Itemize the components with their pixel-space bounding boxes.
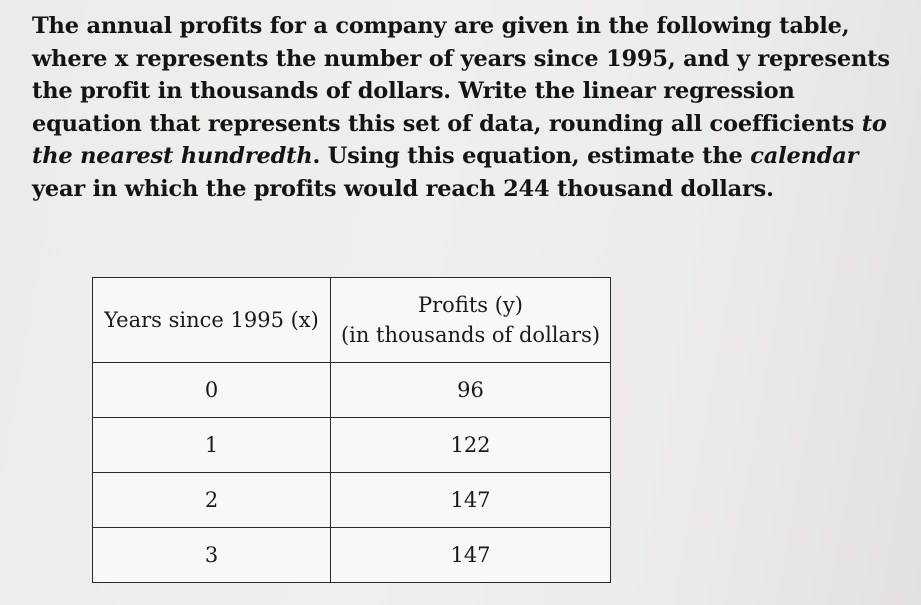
- question-part-2: . Using this equation, estimate the: [312, 143, 751, 169]
- table-row: [93, 528, 611, 583]
- table-row: [93, 363, 611, 418]
- cell-y: 122: [331, 418, 611, 473]
- question-part-1: The annual profits for a company are given in the following table, where x represents the number of years since 1995, and y represents the profit in thousands of dollars. Write the linear regression equation that represents this set of data, rounding all coefficients: [32, 13, 890, 137]
- cell-x: 0: [93, 363, 331, 418]
- cell-x: 3: [93, 528, 331, 583]
- header-years: Years since 1995 (x): [93, 278, 331, 363]
- table-header-row: [93, 278, 611, 363]
- table-row: [93, 473, 611, 528]
- table-row: [93, 418, 611, 473]
- profits-table: [92, 277, 611, 583]
- question-emphasis-calendar: calendar: [750, 143, 859, 169]
- cell-y: 147: [331, 473, 611, 528]
- header-profits-line-2: (in thousands of dollars): [340, 323, 601, 347]
- cell-y: 96: [331, 363, 611, 418]
- cell-y: 147: [331, 528, 611, 583]
- cell-x: 2: [93, 473, 331, 528]
- header-profits: [331, 278, 611, 363]
- question-text: [32, 10, 902, 205]
- question-part-3: year in which the profits would reach 244 thousand dollars.: [32, 175, 774, 202]
- header-profits-line-1: Profits (y): [418, 293, 523, 317]
- question-emphasis-nearest-hundredth: to the nearest hundredth: [32, 110, 887, 169]
- cell-x: 1: [93, 418, 331, 473]
